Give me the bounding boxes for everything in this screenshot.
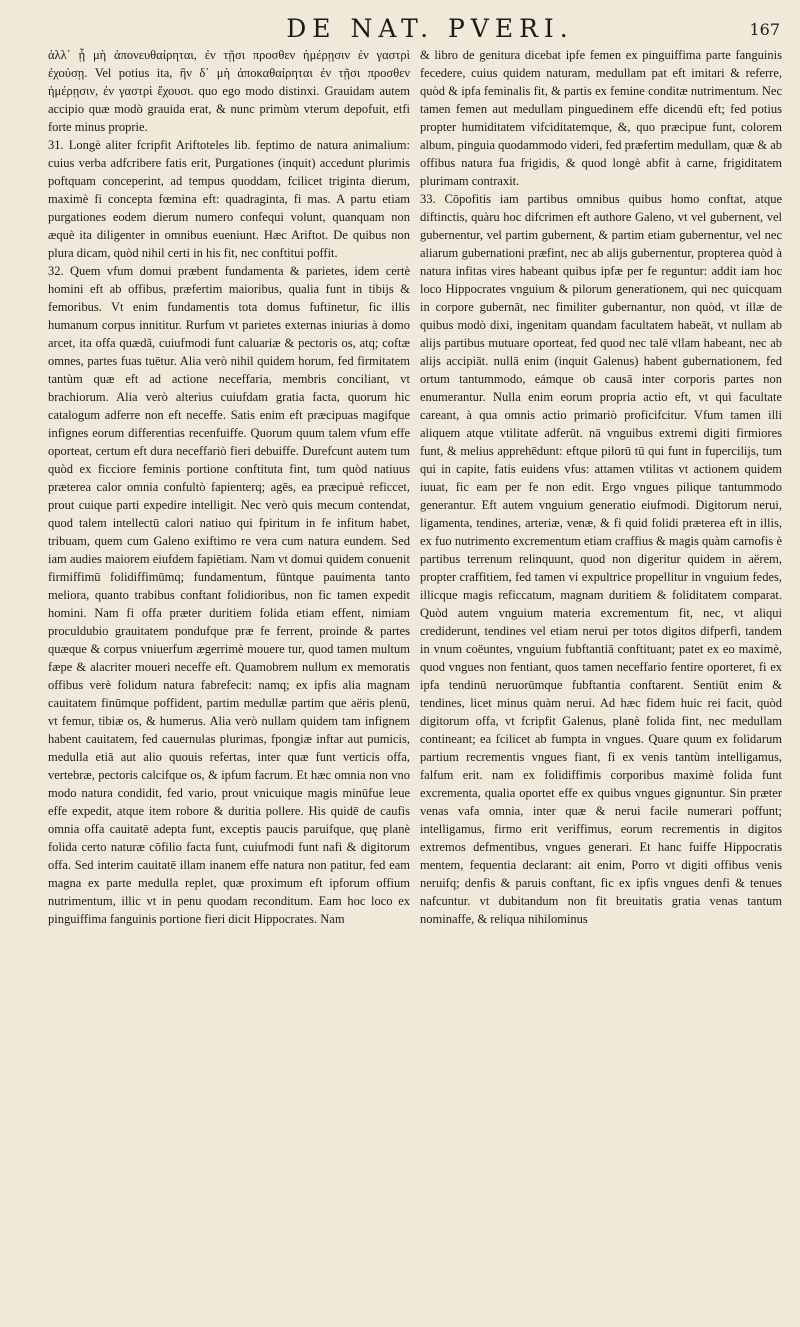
paragraph: ἀλλ᾽ ᾗ μὴ ἀπονευθαίρηται, ἐν τῇσι προσθεν ἡμέρῃσιν ἐν γαστρὶ ἐχούσῃ. Vel potius ita, ἣν δ᾽ μὴ ἀποκαθαίρηται ἐν τῇσι προσθεν ἡμέρῃσιν, ἐν γαστρὶ ἔχουσι. quo ego modo distinxi. Grauidam autem accipio quæ modò grauida erat, & nunc primùm vterum depofuit, etfi forte minus proprie. (48, 48, 410, 134)
paragraph: & libro de genitura dicebat ipfe femen ex pinguiffima parte fanguinis fecedere, cuius quidem naturam, medullam pat eft imitari & referre, quòd & ipfa feminalis fit, & partis ex femine conditæ nutrimentum. Nec tamen femen aut medullam pinguedinem effe dicendū eft; fed potius propter humiditatem vifciditatemque, &, quo præcipue funt, colorem album, pinguia quodammodo videri, fed præfertim medullam, quæ & ab offibus natura fua frigidis, & quod longè abfit à carne, frigiditatem plurimam contraxit. (420, 48, 782, 188)
paragraph: 31. Longè aliter fcripfit Ariftoteles lib. feptimo de natura animalium: cuius verba adfcribere fatis erit, Purgationes (inquit) accedunt plurimis poftquam conceperint, ad tempus quoddam, fcilicet triginta dierum, maximè fi concepta fœmina eft: quadraginta, fi mas. A partu etiam purgationes eodem dierum numero confequi volunt, quanquam non æquè ita diligenter in omnibus eueniunt. Hæc Ariftot. De quibus non plura dicam, quòd nihil certi in his fit, nec conftitui poffit. (48, 138, 410, 260)
right-column (420, 46, 782, 1316)
page-number: 167 (749, 20, 780, 39)
paragraph: 33. Cōpofitis iam partibus omnibus quibus homo conftat, atque diftinctis, quàru hoc difcrimen eft authore Galeno, vt vel gubernent, vel gubernentur, vel partim gubernent, & partim etiam gubernentur, vel nec aliarum gubernationi præfint, nec ab alijs gubernentur, propterea quòd à natura infitas vires habeant quibus ipfæ per fe reguntur: addit iam hoc loco Hippocrates vnguium & pilorum generationem, qui nec quicquam in corpore gubernāt, nec fimiliter gubernantur, non quòd, vt illæ de quibus modò dixi, ingenitam quandam facultatem habeāt, vt nullam ab alijs partibus mutuare oporteat, fed quod nec talē vllam habeant, nec ab alijs accipiāt. nullā enim (inquit Galenus) habent gubernationem, fed ortum tantummodo, eámque ob causā inter corporis partes non enumerantur. Nulla enim eorum propria actio eft, vt qui facultate careant, à qua omnis actio primariò proficifcitur. Vfum tamen illi aliquem atque vtilitate adferūt. nā vnguibus extremi digiti firmiores funt, & melius apprehēdunt: eftque pilorū tū qui funt in fupercilijs, tum qui in capite, fatis euidens vfus: attamen vtilitas vt actionem quidem iuuat, fic eam per fe non edit. Ergo vngues pilique tantummodo generantur. Eft autem vnguium generatio eiufmodi. Digitorum nerui, ligamenta, tendines, arteriæ, venæ, & fi quid folidi præterea eft in illis, ex fuo nutrimento excrementum etiam craffius & magis quàm carnofis è partibus terrenum relinquunt, quod non digeritur quidem in aërem, propter craffitiem, fed tamen vi expultrice propellitur in vnguium fedes, illicque magis reficcatum, magnam duritiem & foliditatem comparat. Quòd autem vnguium materia excrementum fit, nec, vt aliqui crediderunt, tendines vel etiam nerui per totos digitos difperfi, tandem in vnum coëuntes, vnguium fubftantiā conftituant; patet ex eo maximè, quod vngues non fentiant, quos tamen neceffario fentire oporteret, fi ex ipfa tendinū neruorūmque fubftantia conftarent. Sentiūt enim & tendines, licet minus quàm nerui. Ad hæc fidem huic rei facit, quòd digitorum offa, vt fcripfit Galenus, planè folida fint, nec medullam contineant; ea fcilicet ab fumpta in vngues. Quare quum ex folidarum partium recrementis vngues fiant, fi ex venis tantùm intelligamus, falfum erit. nam ex folidiffimis corporibus maximè folida funt excrementa, qualia oportet effe ex quibus vngues gignuntur. Sin præter venas vafa omnia, inter quæ & nerui facile numerari poffunt; intelligamus, firmo erit veriffimus, eorum recrementis in digitos extremos defmentibus, vngues generari. Et hanc fuiffe Hippocratis mentem, fequentia declarant: ait enim, Porro vt digiti offibus venis neruifq; denfis & paruis conftant, fic ex ipfis vngues denfi & tenues nafcuntur. vt dubitandum non fit breuitatis gratia venas tantum nominaffe, & reliqua nihilominus (420, 192, 782, 926)
running-head: DE NAT. PVERI. (286, 14, 574, 43)
left-column (48, 46, 410, 1316)
paragraph: 32. Quem vfum domui præbent fundamenta & parietes, idem certè homini eft ab offibus, præfertim maioribus, qualia funt in tibijs & femoribus. Vt enim fundamentis tota domus fuftinetur, fic illis humanum corpus innititur. Rurfum vt parietes externas iniurias à domo arcet, ita offa quædã, cuiufmodi funt caluariæ & pectoris os, atq; coftæ omnes, partes fuas tuētur. Alia verò nihil quidem horum, fed firmitatem tantùm quæ eft ad actione neceffaria, membris conciliant, vt brachiorum. Alia verò alterius cuiufdam gratia facta, quorum hic catalogum adferre non eft neceffe. Satis enim eft præcipuas magifque infignes eorum differentias recenfuiffe. Quorum quum talem vfum effe oporteat, certum eft dura neceffariò fieri debuiffe. Durefcunt autem tum quòd ex ficciore feminis portione conftituta fint, tum quòd natiuus præterea calor omnia confultò fapienterq; agēs, ea præcipuè reficcet, prout cuique parti expedire intelligit. Nec verò quis mecum contendat, quod talem intellectū calori natiuo qui fpiritum in fe infitum habet, tribuam, quem cum Galeno exiftimo re vera cum natura eundem. Sed iam audies maiorem eiufdem fapiētiam. Nam vt domui quidem conuenit firmiffimū folidiffimūmq; fundamentum, fūntque pauimenta tanto meliora, quanto trabibus conftant folidioribus, non fic tamen expedit homini. Nam fi offa præter duritiem folida etiam effent, nimiam proculdubio grauitatem pondufque præ fe ferrent, proinde & partes quæque & corpus vniuerfum ægerrimè mouere tur, quod tamen multum fæpe & alacriter moueri neceffe eft. Quamobrem nullum ex memoratis offibus verè folidum natura fabrefecit: namq; ex ipfis alia magnam cauitatem finūmque poffident, partim medullæ partim que aëris plenū, vt femur, tibiæ os, & humerus. Alia verò nullam quidem tam infignem habent cauitatem, fed cauernulas plurimas, fpongiæ inftar aut pumicis, medulla etiā aut alio quouis refertas, inter quæ funt verticis offa, vertebræ, pectoris calcifque os, & ipfum facrum. Et hæc omnia non vno modo natura condidit, fed vario, prout vnicuique magis minūfue leue effe expedit, atque item robore & duritia pollere. His quidē de caufis omnia offa cauitatē adepta funt, exceptis paucis paruifque, quę planè folida certo naturæ cōfilio facta funt, cuiufmodi funt nafi & digitorum offa. Sed interim cauitatē illam inanem effe natura non patitur, fed eam magna ex parte medulla replet, quæ proximum eft ipforum offium nutrimentum, illic vt in penu quodam reconditum. Eam hoc loco ex pinguiffima fanguinis portione fieri dicit Hippocrates. Nam (48, 264, 410, 926)
page-header (0, 14, 800, 48)
